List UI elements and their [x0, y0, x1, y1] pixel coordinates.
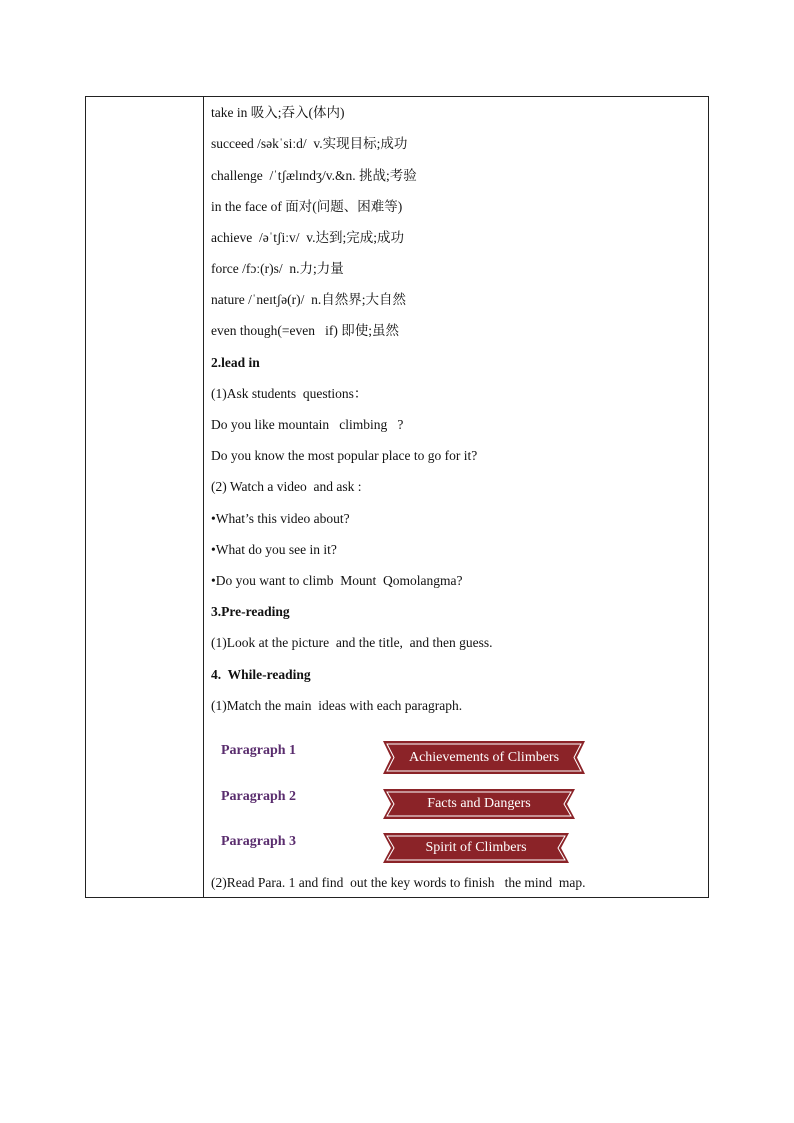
vocab-line: succeed /səkˈsiːd/ v.实现目标;成功	[211, 136, 408, 151]
idea-banner	[383, 833, 569, 863]
vocab-line: achieve /əˈtʃiːv/ v.达到;完成;成功	[211, 230, 404, 245]
section-heading: 4. While-reading	[211, 667, 311, 682]
idea-label: Spirit of Climbers	[425, 840, 527, 855]
text-line: (2) Watch a video and ask :	[211, 479, 362, 494]
paragraph-label: Paragraph 3	[221, 834, 297, 849]
text-line: (2)Read Para. 1 and find out the key words to finish the mind map.	[211, 875, 586, 890]
section-heading: 2.lead in	[211, 355, 260, 370]
bullet-line: •Do you want to climb Mount Qomolangma?	[211, 573, 463, 588]
idea-label: Achievements of Climbers	[408, 749, 560, 765]
text-line: (1)Match the main ideas with each paragraph.	[211, 698, 463, 713]
text-line: Do you like mountain climbing ?	[211, 417, 404, 432]
idea-label: Facts and Dangers	[427, 796, 531, 811]
bullet-line: •What’s this video about?	[211, 511, 350, 526]
text-line: (1)Ask students questions：	[211, 386, 368, 401]
text-line: (1)Look at the picture and the title, and then guess.	[211, 635, 493, 650]
paragraph-label: Paragraph 2	[221, 789, 297, 804]
paragraph-label: Paragraph 1	[221, 743, 297, 758]
vocab-line: force /fɔː(r)s/ n.力;力量	[211, 261, 344, 276]
idea-banner	[383, 741, 585, 774]
vocab-line: challenge /ˈtʃælɪndʒ/v.&n. 挑战;考验	[211, 168, 417, 183]
vocab-line: nature /ˈneɪtʃə(r)/ n.自然界;大自然	[211, 292, 406, 307]
lesson-table	[85, 96, 709, 898]
section-heading: 3.Pre-reading	[211, 604, 290, 619]
vocab-line: in the face of 面对(问题、困难等)	[211, 199, 403, 214]
vocab-line: take in 吸入;吞入(体内)	[211, 105, 345, 120]
bullet-line: •What do you see in it?	[211, 542, 337, 557]
idea-banner	[383, 789, 575, 819]
column-divider	[203, 97, 204, 897]
vocab-line: even though(=even if) 即使;虽然	[211, 323, 399, 338]
text-line: Do you know the most popular place to go for it?	[211, 448, 478, 463]
